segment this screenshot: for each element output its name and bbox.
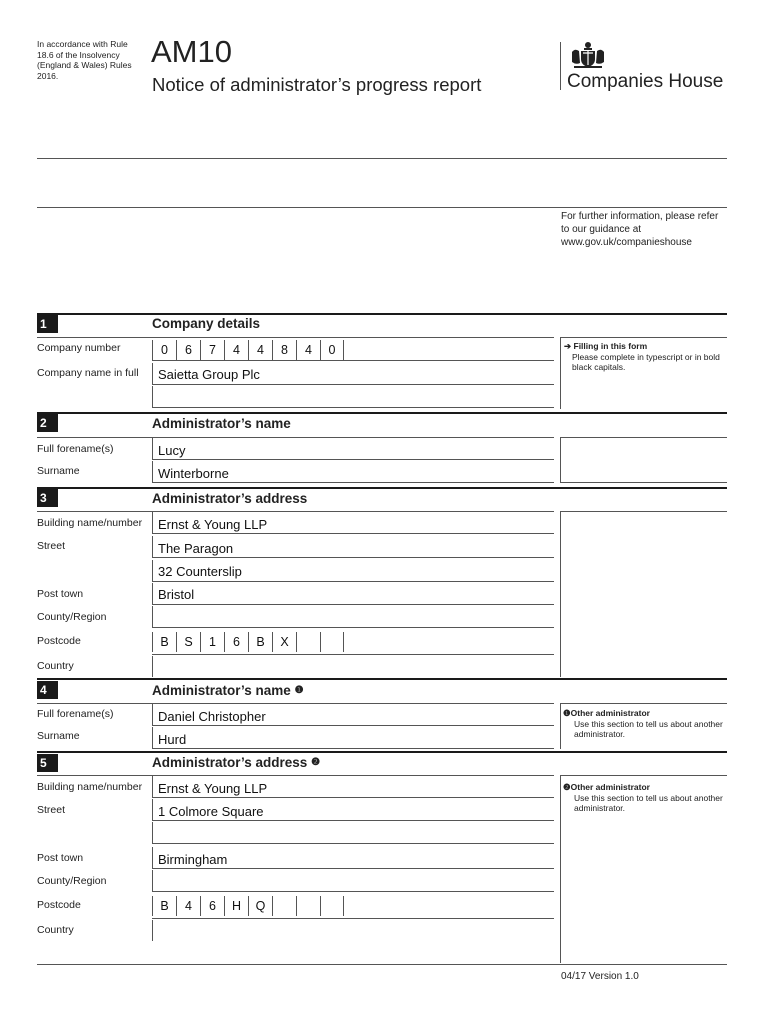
county-label-2: County/Region xyxy=(37,875,107,887)
company-number-digit: 4 xyxy=(224,340,248,360)
section-1-number: 1 xyxy=(37,315,58,333)
s3-note-box xyxy=(560,511,727,677)
other-admin-note-1-title: Other administrator xyxy=(570,708,650,718)
forename-field[interactable] xyxy=(152,438,554,460)
s1-row-line xyxy=(37,337,554,338)
other-admin-note-2-body: Use this section to tell us about another administrator. xyxy=(574,792,723,813)
other-admin-note-2-title: Other administrator xyxy=(570,782,650,792)
county-field-2[interactable] xyxy=(152,870,554,892)
filling-note xyxy=(564,341,724,373)
postcode-char: 4 xyxy=(176,896,200,916)
company-name-value: Saietta Group Plc xyxy=(158,367,260,382)
postcode-char: 6 xyxy=(200,896,224,916)
country-field[interactable] xyxy=(152,656,153,677)
postcode-char: 6 xyxy=(224,632,248,652)
filling-note-body: Please complete in typescript or in bold black capitals. xyxy=(572,351,720,372)
surname-value: Winterborne xyxy=(158,466,229,481)
postcode-field[interactable] xyxy=(152,632,344,652)
note-2-marker-icon: ❷ xyxy=(311,757,321,768)
section-2-title: Administrator’s name xyxy=(152,416,291,431)
country-label-2: Country xyxy=(37,924,74,936)
version-label: 04/17 Version 1.0 xyxy=(561,971,639,982)
post-town-value: Bristol xyxy=(158,587,195,602)
forename-value: Lucy xyxy=(158,443,186,458)
section-4-rule xyxy=(37,678,727,680)
building-value-2: Ernst & Young LLP xyxy=(158,781,268,796)
footer-rule xyxy=(37,964,727,965)
s2-note-box xyxy=(560,437,727,483)
arrow-right-icon: ➔ xyxy=(564,341,572,351)
note-1-marker-icon: ❶ xyxy=(294,685,304,696)
section-5-title xyxy=(152,755,320,770)
surname-label-2: Surname xyxy=(37,730,80,742)
postcode-char: H xyxy=(224,896,248,916)
post-town-label: Post town xyxy=(37,588,84,600)
company-number-digit: 8 xyxy=(272,340,296,360)
county-label: County/Region xyxy=(37,611,107,623)
postcode-char: Q xyxy=(248,896,272,916)
street-label: Street xyxy=(37,540,66,552)
s1-row-line xyxy=(152,360,554,361)
note-1-icon: ❶ xyxy=(563,708,571,718)
postcode-char: X xyxy=(272,632,296,652)
postcode-char xyxy=(296,632,320,652)
s5-row-line xyxy=(152,918,554,919)
company-number-digit: 4 xyxy=(296,340,320,360)
section-5-number: 5 xyxy=(37,754,58,772)
company-number-label: Company number xyxy=(37,342,121,354)
header-rule-2 xyxy=(37,207,727,208)
rule-note: In accordance with Rule 18.6 of the Insolvency (England & Wales) Rules 2016. xyxy=(37,39,132,81)
forename-value-2: Daniel Christopher xyxy=(158,709,266,724)
company-name-label: Company name in full xyxy=(37,367,139,379)
post-town-label-2: Post town xyxy=(37,852,84,864)
section-2-number: 2 xyxy=(37,414,58,432)
section-3-rule xyxy=(37,487,727,489)
postcode-field-2[interactable] xyxy=(152,896,344,916)
postcode-char: B xyxy=(152,896,176,916)
section-3-number: 3 xyxy=(37,489,58,507)
form-code: AM10 xyxy=(151,34,232,69)
section-4-number: 4 xyxy=(37,681,58,699)
postcode-char: S xyxy=(176,632,200,652)
other-admin-note-1-body: Use this section to tell us about another administrator. xyxy=(574,718,723,739)
coat-of-arms-icon xyxy=(568,40,608,70)
company-number-digit: 6 xyxy=(176,340,200,360)
company-number-digit: 0 xyxy=(152,340,176,360)
section-3-title: Administrator’s address xyxy=(152,491,308,506)
section-5-rule xyxy=(37,751,727,753)
section-5-title-text: Administrator’s address xyxy=(152,755,308,770)
company-number-digit: 4 xyxy=(248,340,272,360)
street-field-2-2[interactable] xyxy=(152,822,554,844)
companies-house-wordmark: Companies House xyxy=(567,71,724,92)
section-4-title-text: Administrator’s name xyxy=(152,683,291,698)
header-divider xyxy=(560,42,561,90)
header-rule-1 xyxy=(37,158,727,159)
surname-label: Surname xyxy=(37,465,80,477)
post-town-value-2: Birmingham xyxy=(158,852,228,867)
postcode-char: B xyxy=(248,632,272,652)
postcode-char xyxy=(272,896,296,916)
forename-label-2: Full forename(s) xyxy=(37,708,114,720)
other-admin-note-2 xyxy=(563,782,723,814)
company-number-digit: 0 xyxy=(320,340,344,360)
street-value-2-1: 1 Colmore Square xyxy=(158,804,264,819)
building-label-2: Building name/number xyxy=(37,781,143,793)
postcode-char xyxy=(320,632,344,652)
forename-label: Full forename(s) xyxy=(37,443,114,455)
section-1-rule xyxy=(37,313,727,315)
form-title: Notice of administrator’s progress report xyxy=(152,74,482,95)
postcode-label: Postcode xyxy=(37,635,81,647)
street-value-2: 32 Counterslip xyxy=(158,564,242,579)
surname-value-2: Hurd xyxy=(158,732,187,747)
building-value: Ernst & Young LLP xyxy=(158,517,268,532)
postcode-char: 1 xyxy=(200,632,224,652)
company-name-field-line-2[interactable] xyxy=(152,386,554,408)
postcode-char xyxy=(296,896,320,916)
company-number-field[interactable] xyxy=(152,340,344,360)
county-field[interactable] xyxy=(152,606,554,628)
postcode-label-2: Postcode xyxy=(37,899,81,911)
guidance-note: For further information, please refer to our guidance at www.gov.uk/companieshouse xyxy=(561,211,719,248)
street-label-2: Street xyxy=(37,804,66,816)
company-number-digit: 7 xyxy=(200,340,224,360)
postcode-char: B xyxy=(152,632,176,652)
section-2-rule xyxy=(37,412,727,414)
note-2-icon: ❷ xyxy=(563,782,571,792)
building-label: Building name/number xyxy=(37,517,143,529)
other-admin-note-1 xyxy=(563,708,723,740)
section-1-title: Company details xyxy=(152,316,261,331)
post-town-field[interactable] xyxy=(152,583,554,605)
s3-row-line xyxy=(152,654,554,655)
street-value-1: The Paragon xyxy=(158,541,234,556)
country-label: Country xyxy=(37,660,74,672)
section-4-title xyxy=(152,683,304,698)
country-field-2[interactable] xyxy=(152,920,153,941)
postcode-char xyxy=(320,896,344,916)
filling-note-title: Filling in this form xyxy=(573,341,648,351)
surname-field-2[interactable] xyxy=(152,727,554,749)
